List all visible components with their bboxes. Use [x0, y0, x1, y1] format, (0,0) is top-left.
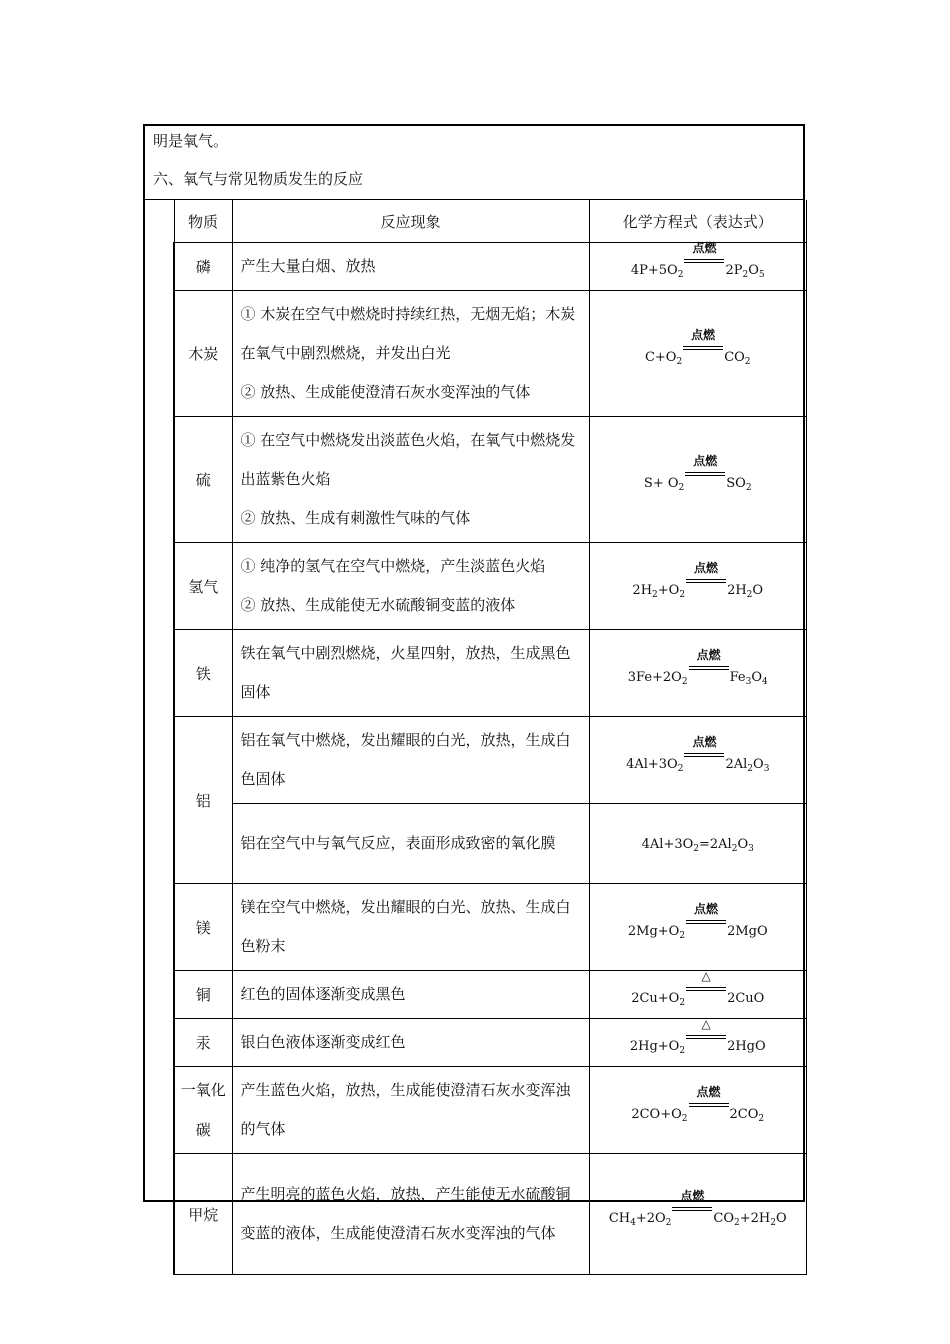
phenomenon-cell: ① 在空气中燃烧发出淡蓝色火焰，在氧气中燃烧发出蓝紫色火焰 ② 放热、生成有刺激性气味的气体 — [232, 417, 589, 543]
header-row — [174, 200, 807, 243]
substance-cell: 铜 — [174, 971, 232, 1019]
equation-cell — [589, 1154, 807, 1275]
phenomenon-cell: 产生蓝色火焰，放热，生成能使澄清石灰水变浑浊的气体 — [232, 1067, 589, 1154]
chemical-equation: $CH_4+2O_2$ 点燃 $CO_2+2H_2O$ — [608, 1188, 787, 1228]
reaction-condition: △ — [686, 1029, 726, 1051]
phenomenon-cell: 红色的固体逐渐变成黑色 — [232, 971, 589, 1019]
equation-cell — [589, 1019, 807, 1067]
reaction-condition: 点燃 — [686, 914, 726, 936]
table-row — [174, 717, 807, 804]
phenomenon-cell: 铝在氧气中燃烧，发出耀眼的白光，放热，生成白色固体 — [232, 717, 589, 804]
chemical-equation: $C+O_2$ 点燃 $CO_2$ — [644, 328, 751, 367]
reaction-condition: 点燃 — [684, 747, 724, 769]
equation-cell — [589, 884, 807, 971]
substance-cell: 汞 — [174, 1019, 232, 1067]
reaction-condition: 点燃 — [672, 1201, 712, 1223]
equation-cell — [589, 971, 807, 1019]
reaction-condition: 点燃 — [689, 1097, 729, 1119]
table-row — [174, 1019, 807, 1067]
table-row — [174, 630, 807, 717]
phenomenon-cell: ① 木炭在空气中燃烧时持续红热，无烟无焰；木炭在氧气中剧烈燃烧，并发出白光 ② 放热、生成能使澄清石灰水变浑浊的气体 — [232, 291, 589, 417]
substance-cell: 一氧化碳 — [174, 1067, 232, 1154]
substance-cell: 磷 — [174, 243, 232, 291]
equation-cell — [589, 417, 807, 543]
equation-cell — [589, 804, 807, 884]
phenomenon-cell: 铁在氧气中剧烈燃烧，火星四射，放热，生成黑色固体 — [232, 630, 589, 717]
header-phenomenon: 反应现象 — [232, 200, 589, 243]
phenomenon-cell: 镁在空气中燃烧，发出耀眼的白光、放热、生成白色粉末 — [232, 884, 589, 971]
phenomenon-cell: 产生明亮的蓝色火焰，放热，产生能使无水硫酸铜变蓝的液体，生成能使澄清石灰水变浑浊的气体 — [232, 1154, 589, 1275]
substance-cell: 镁 — [174, 884, 232, 971]
reaction-condition: △ — [686, 981, 726, 1003]
table-row — [174, 291, 807, 417]
table-row — [174, 1067, 807, 1154]
chemical-equation: $3Fe+2O_2$ 点燃 $Fe_3O_4$ — [627, 647, 768, 687]
table-row — [174, 884, 807, 971]
equation-cell — [589, 1067, 807, 1154]
equation-cell — [589, 717, 807, 804]
chemical-equation: $2Mg+O_2$ 点燃 2MgO — [627, 901, 768, 941]
phenomenon-cell: 铝在空气中与氧气反应，表面形成致密的氧化膜 — [232, 804, 589, 884]
table-row — [174, 417, 807, 543]
chemical-equation: $4Al+3O_2=2Al_2O_3$ — [641, 836, 754, 854]
section-heading: 六、氧气与常见物质发生的反应 — [153, 170, 364, 188]
chemical-equation: $2CO+O_2$ 点燃 $2CO_2$ — [631, 1084, 765, 1124]
reaction-condition: 点燃 — [684, 253, 724, 275]
substance-cell: 甲烷 — [174, 1154, 232, 1275]
phenomenon-cell: 银白色液体逐渐变成红色 — [232, 1019, 589, 1067]
equation-cell — [589, 543, 807, 630]
substance-cell: 氢气 — [174, 543, 232, 630]
header-substance: 物质 — [174, 200, 232, 243]
chemical-equation: $4P+5O_2$ 点燃 $2P_2O_5$ — [630, 241, 765, 280]
intro-line-1: 明是氧气。 — [153, 132, 229, 150]
substance-cell: 木炭 — [174, 291, 232, 417]
equation-cell — [589, 243, 807, 291]
table-row — [174, 804, 807, 884]
reaction-condition: 点燃 — [689, 660, 729, 682]
substance-cell: 铝 — [174, 717, 232, 884]
equation-cell — [589, 630, 807, 717]
table-row — [174, 543, 807, 630]
substance-cell: 铁 — [174, 630, 232, 717]
table-row — [174, 243, 807, 291]
table-row — [174, 1154, 807, 1275]
chemical-equation: $2Cu+O_2$ △ 2CuO — [631, 969, 765, 1008]
phenomenon-cell: ① 纯净的氢气在空气中燃烧，产生淡蓝色火焰 ② 放热、生成能使无水硫酸铜变蓝的液体 — [232, 543, 589, 630]
reaction-condition: 点燃 — [686, 573, 726, 595]
chemical-equation: $2H_2+O_2$ 点燃 $2H_2O$ — [632, 560, 764, 600]
phenomenon-cell: 产生大量白烟、放热 — [232, 243, 589, 291]
header-equation: 化学方程式（表达式） — [589, 200, 807, 243]
table-row — [174, 971, 807, 1019]
chemical-equation: $4Al+3O_2$ 点燃 $2Al_2O_3$ — [626, 734, 770, 774]
reaction-condition: 点燃 — [683, 340, 723, 362]
equation-cell — [589, 291, 807, 417]
chemical-equation: $S+ O_2$ 点燃 $SO_2$ — [643, 454, 752, 493]
substance-cell: 硫 — [174, 417, 232, 543]
chemical-equation: $2Hg+O_2$ △ 2HgO — [629, 1017, 766, 1056]
reaction-condition: 点燃 — [685, 466, 725, 488]
reaction-table — [173, 200, 807, 1275]
